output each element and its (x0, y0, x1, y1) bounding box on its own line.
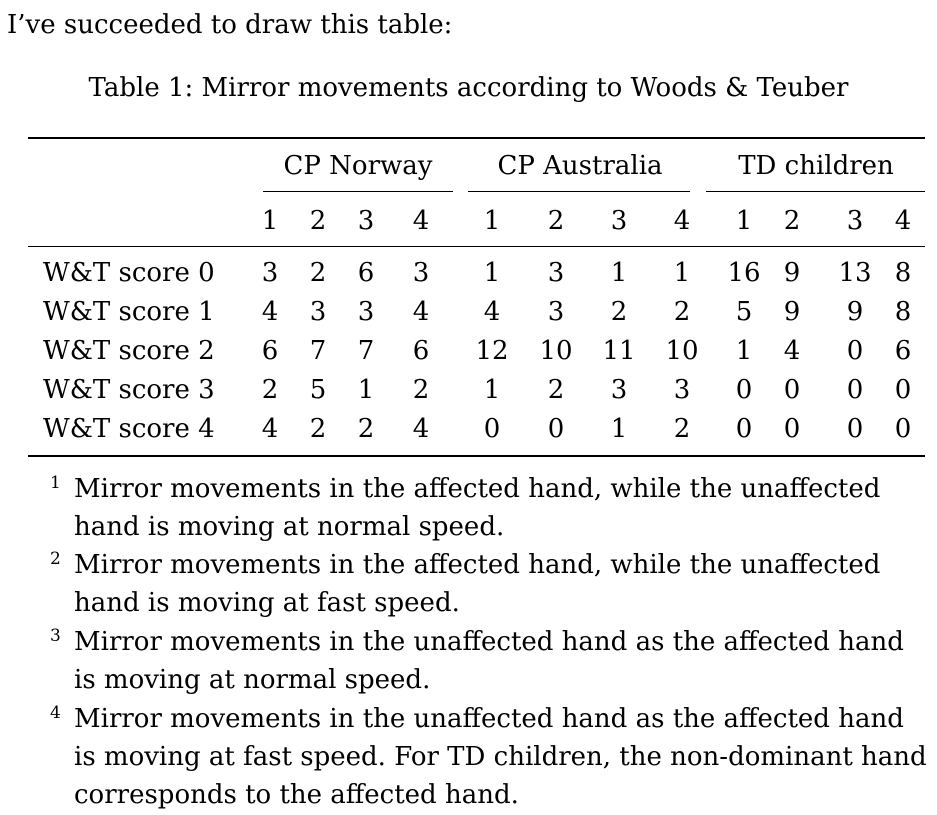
table-cell: 2 (673, 297, 691, 327)
table-cell: 7 (357, 336, 375, 366)
table-cell: 2 (309, 258, 327, 288)
table-cell: 16 (727, 258, 761, 288)
table-cell: 0 (894, 414, 912, 444)
row-label: W&T score 1 (43, 297, 215, 327)
footnote (50, 623, 930, 699)
table-cell: 6 (894, 336, 912, 366)
table-cell: 10 (665, 336, 699, 366)
subheader-cell: 2 (783, 206, 801, 236)
table-cell: 4 (412, 414, 430, 444)
footnote-mark: 1 (50, 473, 61, 493)
table-cell: 0 (783, 375, 801, 405)
table-cell: 2 (309, 414, 327, 444)
table-cell: 0 (735, 375, 753, 405)
group-header-cp-norway: CP Norway (283, 151, 433, 181)
footnote-text: Mirror movements in the unaffected hand as the affected hand is moving at fast speed. For TD children, the non-dominant hand corresponds to the affected hand. (74, 704, 927, 810)
table-cell: 4 (261, 297, 279, 327)
table-cell: 7 (309, 336, 327, 366)
row-label: W&T score 4 (43, 414, 215, 444)
table-cell: 4 (261, 414, 279, 444)
table-cell: 3 (309, 297, 327, 327)
subheader-cell: 2 (309, 206, 327, 236)
row-label: W&T score 0 (43, 258, 215, 288)
intro-text: I’ve succeeded to draw this table: (7, 10, 453, 40)
table-cell: 0 (846, 375, 864, 405)
subheader-cell: 4 (412, 206, 430, 236)
table-cell: 3 (357, 297, 375, 327)
table-cell: 2 (261, 375, 279, 405)
cmid-rule-td-children (706, 191, 925, 192)
table-cell: 0 (547, 414, 565, 444)
subheader-cell: 3 (846, 206, 864, 236)
footnote-mark: 3 (50, 626, 61, 646)
table-cell: 6 (357, 258, 375, 288)
footnote-text: Mirror movements in the unaffected hand as the affected hand is moving at normal speed. (74, 627, 904, 695)
table-cell: 1 (673, 258, 691, 288)
bottom-rule (28, 455, 925, 457)
footnote (50, 546, 930, 622)
table-cell: 6 (412, 336, 430, 366)
table-cell: 2 (412, 375, 430, 405)
mid-rule (28, 246, 925, 247)
table-cell: 0 (846, 414, 864, 444)
table-cell: 13 (838, 258, 872, 288)
row-label: W&T score 3 (43, 375, 215, 405)
subheader-cell: 1 (735, 206, 753, 236)
footnote-text: Mirror movements in the affected hand, while the unaffected hand is moving at normal speed. (74, 474, 881, 542)
table-cell: 3 (412, 258, 430, 288)
footnote-text: Mirror movements in the affected hand, while the unaffected hand is moving at fast speed. (74, 550, 881, 618)
table-cell: 4 (783, 336, 801, 366)
table-cell: 1 (610, 258, 628, 288)
cmid-rule-cp-australia (468, 191, 690, 192)
table-cell: 2 (357, 414, 375, 444)
table-cell: 3 (673, 375, 691, 405)
table-cell: 1 (357, 375, 375, 405)
table-cell: 1 (610, 414, 628, 444)
table-cell: 1 (483, 258, 501, 288)
table-cell: 1 (735, 336, 753, 366)
table-cell: 10 (539, 336, 573, 366)
table-cell: 8 (894, 258, 912, 288)
row-label: W&T score 2 (43, 336, 215, 366)
cmid-rule-cp-norway (263, 191, 453, 192)
subheader-cell: 3 (610, 206, 628, 236)
table-cell: 0 (483, 414, 501, 444)
table-cell: 1 (483, 375, 501, 405)
table-cell: 2 (673, 414, 691, 444)
subheader-cell: 3 (357, 206, 375, 236)
table-cell: 6 (261, 336, 279, 366)
subheader-cell: 1 (483, 206, 501, 236)
top-rule (28, 137, 925, 139)
subheader-cell: 4 (673, 206, 691, 236)
table-cell: 2 (610, 297, 628, 327)
subheader-cell: 2 (547, 206, 565, 236)
table-cell: 3 (261, 258, 279, 288)
table-cell: 4 (412, 297, 430, 327)
footnote-mark: 2 (50, 549, 61, 569)
group-header-td-children: TD children (738, 151, 894, 181)
table-cell: 3 (547, 297, 565, 327)
footnote-mark: 4 (50, 703, 61, 723)
group-header-cp-australia: CP Australia (497, 151, 663, 181)
table-cell: 9 (846, 297, 864, 327)
table-cell: 9 (783, 297, 801, 327)
table-cell: 12 (475, 336, 509, 366)
table-cell: 5 (735, 297, 753, 327)
table-cell: 11 (602, 336, 636, 366)
table-cell: 0 (735, 414, 753, 444)
table-cell: 3 (547, 258, 565, 288)
subheader-cell: 4 (894, 206, 912, 236)
table-cell: 2 (547, 375, 565, 405)
table-cell: 4 (483, 297, 501, 327)
table-caption: Table 1: Mirror movements according to Woods & Teuber (88, 73, 849, 103)
footnote (50, 700, 930, 814)
table-cell: 8 (894, 297, 912, 327)
table-cell: 5 (309, 375, 327, 405)
footnote (50, 470, 930, 546)
subheader-cell: 1 (261, 206, 279, 236)
table-cell: 0 (783, 414, 801, 444)
table-cell: 0 (894, 375, 912, 405)
table-cell: 0 (846, 336, 864, 366)
table-cell: 9 (783, 258, 801, 288)
table-cell: 3 (610, 375, 628, 405)
